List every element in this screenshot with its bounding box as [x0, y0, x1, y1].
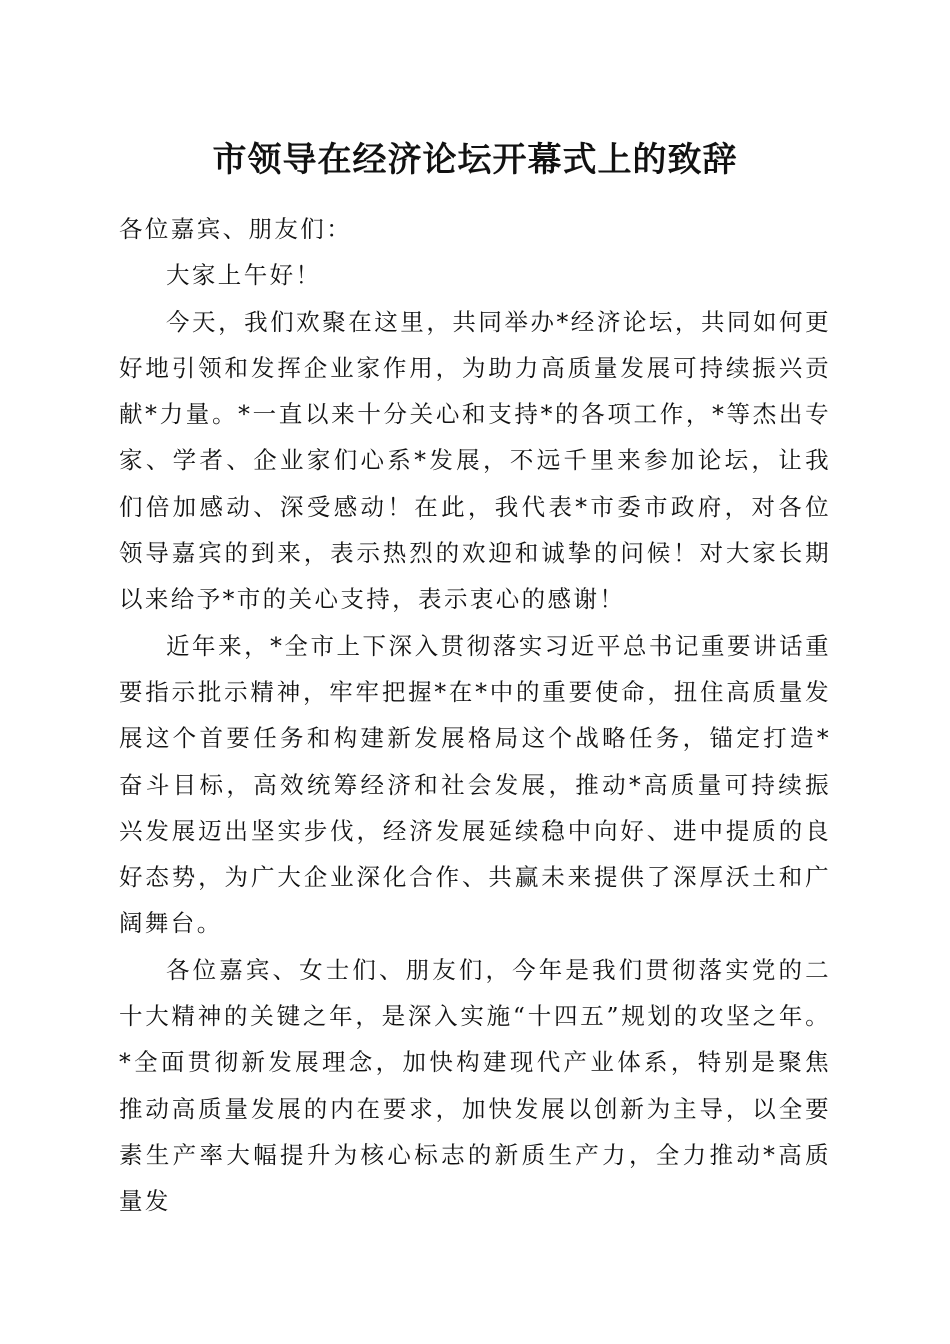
paragraph-this-year: 各位嘉宾、女士们、朋友们，今年是我们贯彻落实党的二十大精神的关键之年，是深入实施“十四五”规划的攻坚之年。*全面贯彻新发展理念，加快构建现代产业体系，特别是聚焦推动高质量发展的内在要求，加快发展以创新为主导，以全要素生产率大幅提升为核心标志的新质生产力，全力推动*高质量发	[119, 955, 831, 1216]
document-title: 市领导在经济论坛开幕式上的致辞	[212, 140, 738, 180]
paragraph-greeting: 大家上午好！	[166, 261, 322, 290]
salutation: 各位嘉宾、朋友们：	[119, 215, 353, 243]
paragraph-welcome: 今天，我们欢聚在这里，共同举办*经济论坛，共同如何更好地引领和发挥企业家作用，为助力高质量发展可持续振兴贡献*力量。*一直以来十分关心和支持*的各项工作，*等杰出专家、学者、企业家们心系*发展，不远千里来参加论坛，让我们倍加感动、深受感动！在此，我代表*市委市政府，对各位领导嘉宾的到来，表示热烈的欢迎和诚挚的问候！对大家长期以来给予*市的关心支持，表示衷心的感谢！	[119, 307, 831, 614]
paragraph-recent-years: 近年来，*全市上下深入贯彻落实习近平总书记重要讲话重要指示批示精神，牢牢把握*在*中的重要使命，扭住高质量发展这个首要任务和构建新发展格局这个战略任务，锚定打造*奋斗目标，高效统筹经济和社会发展，推动*高质量可持续振兴发展迈出坚实步伐，经济发展延续稳中向好、进中提质的良好态势，为广大企业深化合作、共赢未来提供了深厚沃土和广阔舞台。	[119, 631, 831, 938]
document-body	[119, 206, 831, 1225]
